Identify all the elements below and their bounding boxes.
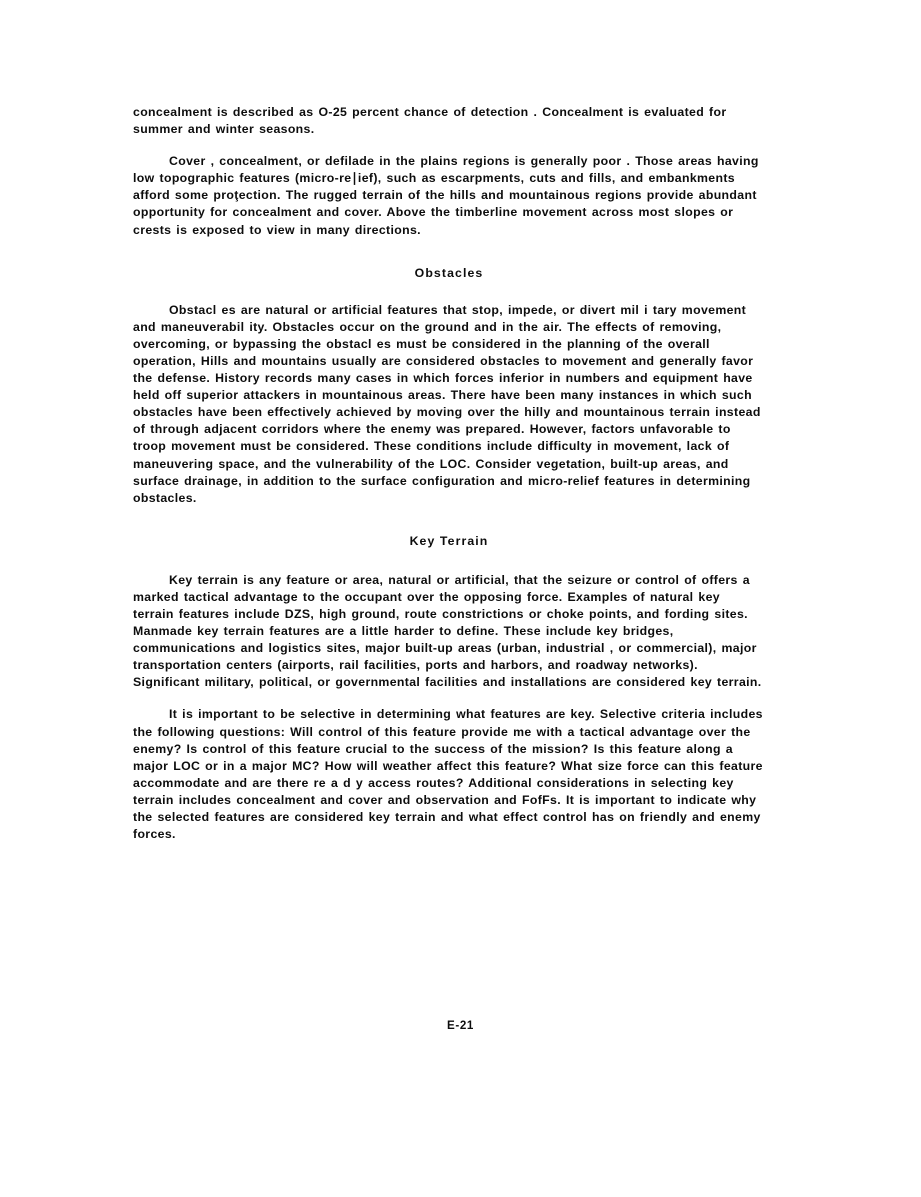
section-heading-key-terrain-wrap	[133, 533, 765, 550]
paragraph-concealment-intro: concealment is described as O-25 percent chance of detection . Concealment is evaluated for summer and winter seasons.	[133, 105, 727, 137]
page-body	[133, 104, 765, 843]
section-heading-obstacles: Obstacles	[414, 265, 484, 280]
page-number: E-21	[447, 1019, 474, 1032]
section-heading-key-terrain: Key Terrain	[409, 533, 489, 548]
paragraph-cover-concealment: Cover , concealment, or defilade in the plains regions is generally poor . Those areas having low topographic features (micro-re∣ief), such as escarpments, cuts and fills, and embankments afford some proţection. The rugged terrain of the hills and mountainous regions provide abundant opportunity for concealment and cover. Above the timberline movement across most slopes or crests is exposed to view in many directions.	[133, 154, 759, 237]
paragraph-key-terrain-definition: Key terrain is any feature or area, natural or artificial, that the seizure or control of offers a marked tactical advantage to the occupant over the opposing force. Examples of natural key terrain features include DZS, high ground, route constrictions or choke points, and fording sites. Manmade key terrain features are a little harder to define. These include key bridges, communications and logistics sites, major built-up areas (urban, industrial , or commercial), major transportation centers (airports, rail facilities, ports and harbors, and roadway networks). Significant military, political, or governmental facilities and installations are considered key terrain.	[133, 572, 762, 690]
paragraph-obstacles-body: Obstacl es are natural or artificial features that stop, impede, or divert mil i tary movement and maneuverabil ity. Obstacles occur on the ground and in the air. The effects of removing, overcoming, or bypassing the obstacl es must be considered in the planning of the overall operation, Hills and mountains usually are considered obstacles to movement and generally favor the defense. History records many cases in which forces inferior in numbers and equipment have held off superior attackers in mountainous areas. There have been many instances in which such obstacles have been effectively achieved by moving over the hilly and mountainous terrain instead of through adjacent corridors where the enemy was prepared. However, factors unfavorable to troop movement must be considered. These conditions include difficulty in movement, lack of maneuvering space, and the vulnerability of the LOC. Consider vegetation, built-up areas, and surface drainage, in addition to the surface configuration and micro-relief features in determining obstacles.	[133, 302, 761, 505]
section-heading-obstacles-wrap	[133, 265, 765, 282]
paragraph-key-terrain-selection: It is important to be selective in determining what features are key. Selective criteria includes the following questions: Will control of this feature provide me with a tactical advantage over the enemy? Is control of this feature crucial to the success of the mission? Is this feature along a major LOC or in a major MC? How will weather affect this feature? What size force can this feature accommodate and are there re a d y access routes? Additional considerations in selecting key terrain includes concealment and cover and observation and FofFs. It is important to indicate why the selected features are considered key terrain and what effect control has on friendly and enemy forces.	[133, 707, 763, 842]
